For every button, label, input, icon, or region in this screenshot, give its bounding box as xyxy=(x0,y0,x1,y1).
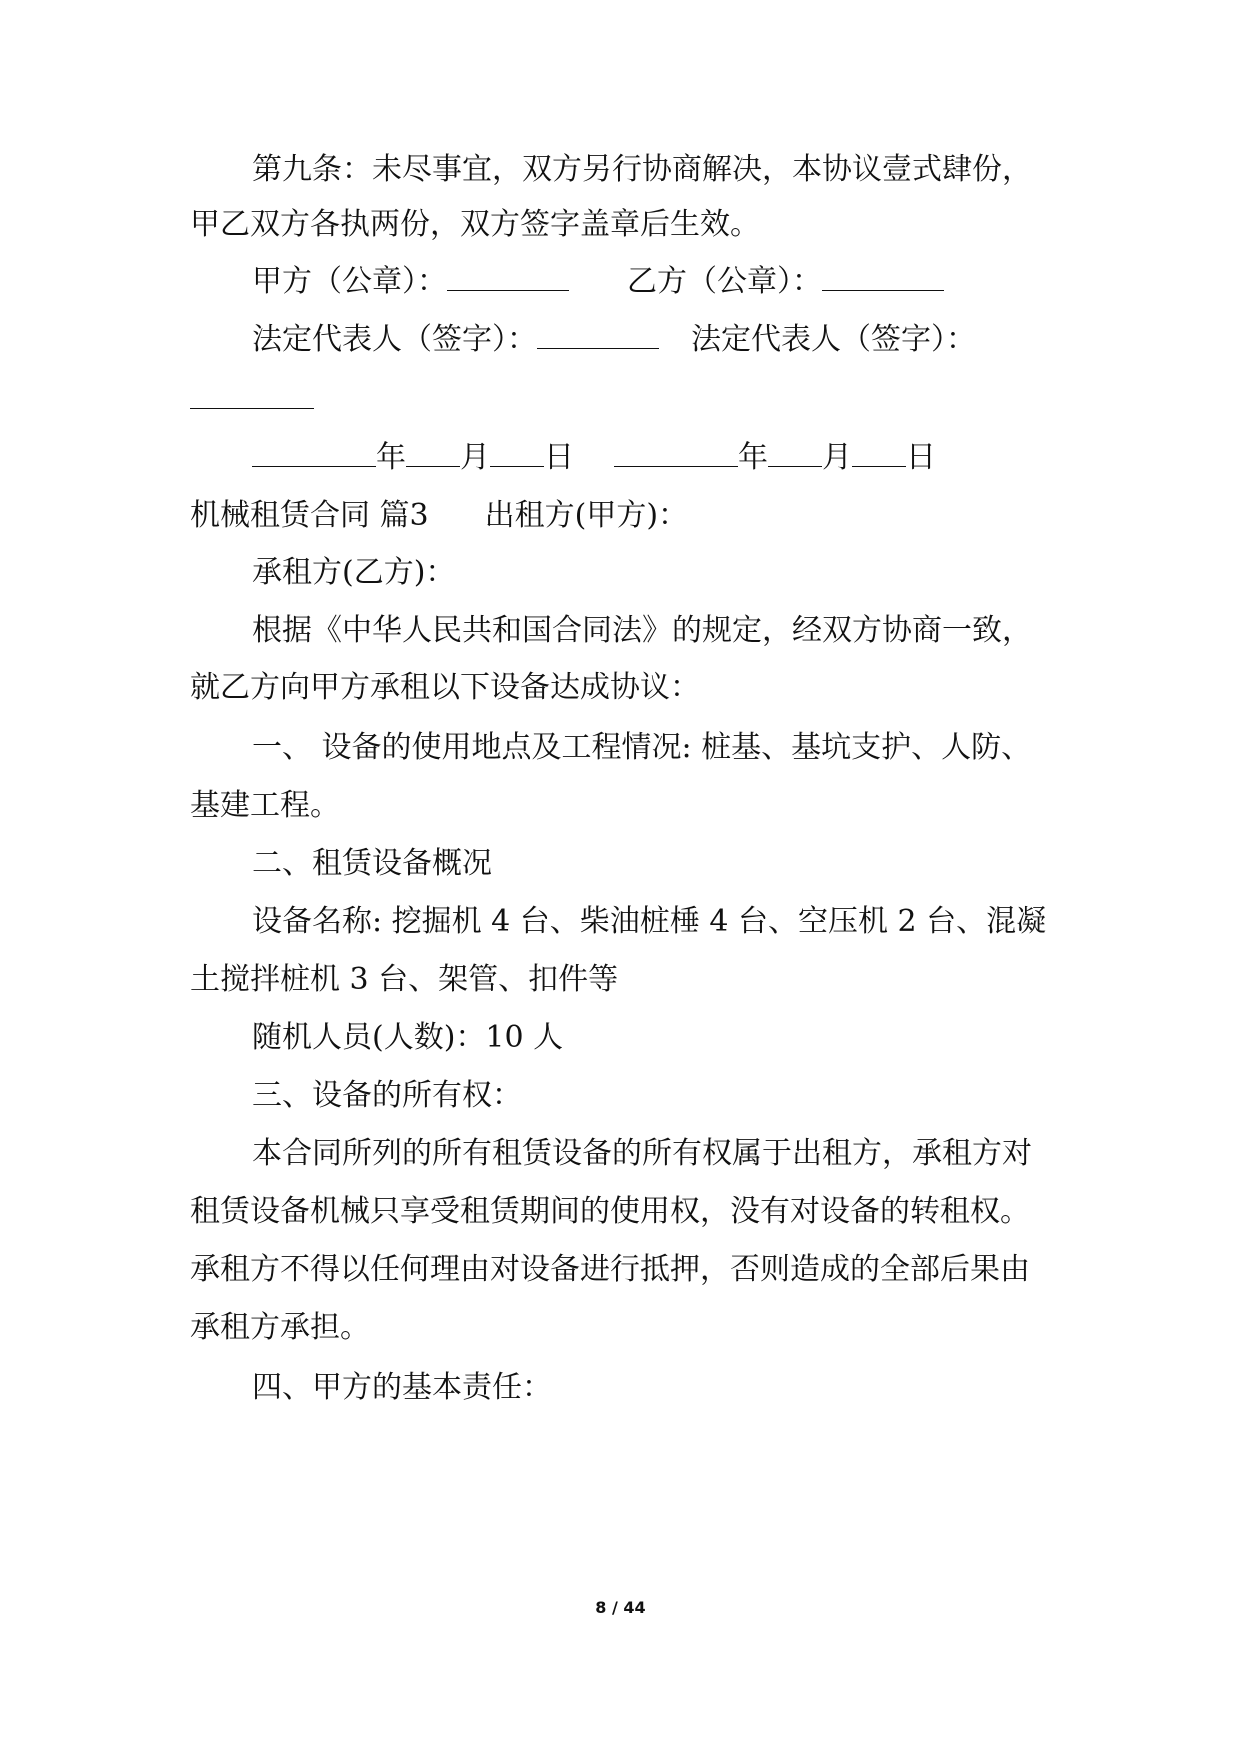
rep-b-label: 法定代表人（签字）： xyxy=(691,322,976,357)
article9-line1: 第九条：未尽事宜，双方另行协商解决，本协议壹式肆份， xyxy=(252,152,1032,187)
section1-line1: 一、 设备的使用地点及工程情况: 桩基、基坑支护、人防、 xyxy=(252,730,1032,765)
seal-line xyxy=(252,262,1132,302)
date-a-year: 年 xyxy=(376,440,406,475)
section3-title: 三、设备的所有权： xyxy=(252,1078,522,1113)
section3-line1: 本合同所列的所有租赁设备的所有权属于出租方，承租方对 xyxy=(252,1136,1032,1171)
section2-staff: 随机人员(人数)：10 人 xyxy=(252,1020,564,1055)
party-a-seal-blank xyxy=(447,262,569,291)
section2-line2: 土搅拌桩机 3 台、架管、扣件等 xyxy=(190,962,619,997)
lessee-label: 承租方(乙方)： xyxy=(252,555,456,590)
section3-line2: 租赁设备机械只享受租赁期间的使用权，没有对设备的转租权。 xyxy=(190,1194,1030,1229)
section2-title: 二、租赁设备概况 xyxy=(252,846,492,881)
date-a-month: 月 xyxy=(460,440,490,475)
contract3-heading: 机械租赁合同 篇3 xyxy=(190,498,429,533)
date-b-day-blank xyxy=(852,438,906,467)
intro-line2: 就乙方向甲方承租以下设备达成协议： xyxy=(190,670,700,705)
date-b-month: 月 xyxy=(822,440,852,475)
rep-b-blank-line xyxy=(190,380,1070,420)
party-b-seal-blank xyxy=(822,262,944,291)
lessor-label: 出租方(甲方)： xyxy=(484,498,689,533)
rep-a-label: 法定代表人（签字）： xyxy=(252,322,537,357)
date-b-year: 年 xyxy=(738,440,768,475)
date-b-day: 日 xyxy=(906,440,936,475)
rep-line xyxy=(252,320,1132,360)
date-a-day: 日 xyxy=(544,440,574,475)
party-a-seal-label: 甲方（公章）： xyxy=(252,264,447,299)
date-a-year-blank xyxy=(252,438,376,467)
article9-line2: 甲乙双方各执两份，双方签字盖章后生效。 xyxy=(190,207,760,242)
section3-line3: 承租方不得以任何理由对设备进行抵押，否则造成的全部后果由 xyxy=(190,1252,1030,1287)
section1-line2: 基建工程。 xyxy=(190,788,340,823)
section4-title: 四、甲方的基本责任： xyxy=(252,1370,552,1405)
section3-line4: 承租方承担。 xyxy=(190,1310,370,1345)
rep-a-blank xyxy=(537,320,659,349)
date-line xyxy=(252,438,1132,478)
date-a-day-blank xyxy=(490,438,544,467)
intro-line1: 根据《中华人民共和国合同法》的规定，经双方协商一致， xyxy=(252,613,1032,648)
rep-b-blank xyxy=(190,380,314,409)
section2-line1: 设备名称: 挖掘机 4 台、柴油桩棰 4 台、空压机 2 台、混凝 xyxy=(252,904,1047,939)
contract3-heading-line xyxy=(190,496,1070,536)
page-number: 8 / 44 xyxy=(595,1598,646,1617)
date-b-month-blank xyxy=(768,438,822,467)
party-b-seal-label: 乙方（公章）： xyxy=(627,264,822,299)
date-a-month-blank xyxy=(406,438,460,467)
date-b-year-blank xyxy=(614,438,738,467)
